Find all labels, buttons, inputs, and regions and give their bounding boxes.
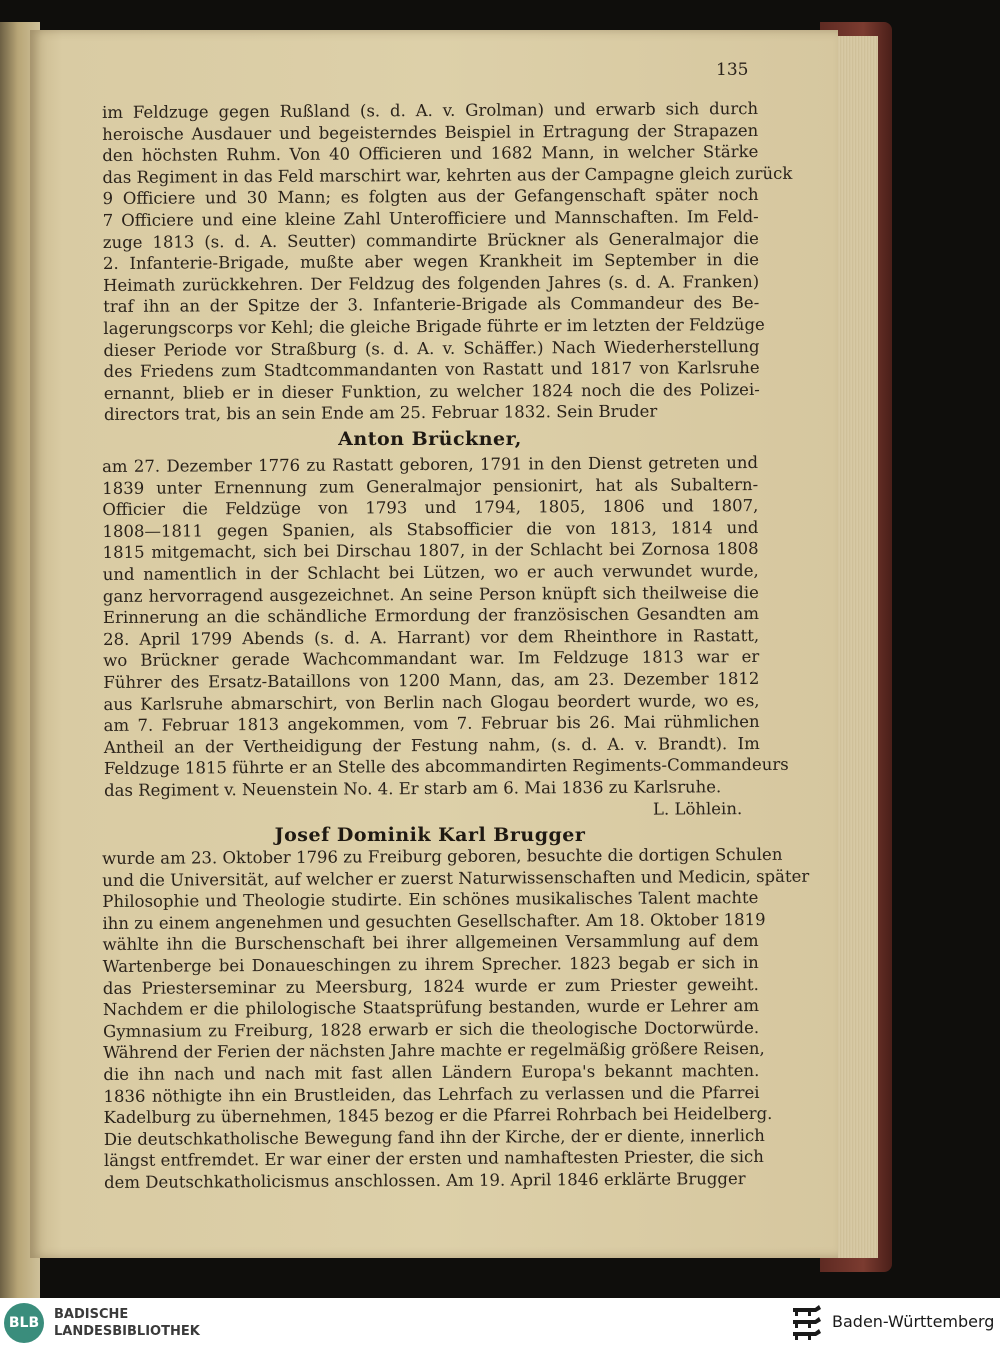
text-line: 1836 nöthigte ihn ein Brustleiden, das Lehrfach zu verlassen und die Pfarrei xyxy=(103,1082,760,1106)
state-name[interactable]: Baden-Württemberg xyxy=(832,1312,995,1331)
text-line: Die deutschkatholische Bewegung fand ihn der Kirche, der er diente, innerlich xyxy=(103,1125,765,1149)
text-line: und die Universität, auf welcher er zuerst Naturwissenschaften und Medicin, später xyxy=(102,866,810,890)
text-line: wurde am 23. Oktober 1796 zu Freiburg geboren, besuchte die dortigen Schulen xyxy=(102,844,783,868)
text-line: den höchsten Ruhm. Von 40 Officieren und 1682 Mann, in welcher Stärke xyxy=(102,142,759,166)
page-number: 135 xyxy=(716,60,749,80)
text-line: directors trat, bis an sein Ende am 25. Februar 1832. Sein Bruder xyxy=(103,401,658,425)
text-line: ihn zu einem angenehmen und gesuchten Gesellschafter. Am 18. Oktober 1819 xyxy=(102,909,766,933)
paragraph-anton-brueckner xyxy=(102,452,789,823)
text-line: die ihn nach und nach mit fast allen Ländern Europa's bekannt machten. xyxy=(103,1060,760,1084)
paragraph-rotated-continuation xyxy=(102,98,793,426)
library-name-line1: BADISCHE xyxy=(54,1307,129,1322)
text-line: dem Deutschkatholicismus anschlossen. Am 19. April 1846 erklärte Brugger xyxy=(103,1168,746,1192)
text-line: Feldzuge 1815 führte er an Stelle des abcommandirten Regiments-Commandeurs xyxy=(103,755,789,779)
text-line: Nachdem er die philologische Staatsprüfung bestanden, wurde er Lehrer am xyxy=(102,996,760,1020)
text-line: wählte ihn die Burschenschaft bei ihrer allgemeinen Versammlung auf dem xyxy=(102,931,759,955)
text-line: Heimath zurückkehren. Der Feldzug des folgenden Jahres (s. d. A. Franken) xyxy=(103,271,760,295)
text-line: das Priesterseminar zu Meersburg, 1824 wurde er zum Priester geweiht. xyxy=(102,974,759,998)
text-line: 1839 unter Ernennung zum Generalmajor pensionirt, hat als Subaltern- xyxy=(102,474,759,498)
text-line: 7 Officiere und eine kleine Zahl Unterofficiere und Mannschaften. Im Feld- xyxy=(102,206,759,230)
baden-wuerttemberg-lions-icon[interactable] xyxy=(790,1303,826,1343)
text-line: lagerungscorps vor Kehl; die gleiche Brigade führte er im letzten der Feldzüge xyxy=(103,314,765,338)
text-line: dieser Periode vor Straßburg (s. d. A. v. Schäffer.) Nach Wiederherstellung xyxy=(103,336,760,360)
entry-heading-josef-brugger: Josef Dominik Karl Brugger xyxy=(274,824,586,846)
text-line: und namentlich in der Schlacht bei Lützen, wo er auch verwundet wurde, xyxy=(102,560,759,584)
text-line: ganz hervorragend ausgezeichnet. An seine Person knüpft sich theilweise die xyxy=(102,582,759,606)
author-signature: L. Löhlein. xyxy=(652,798,743,819)
footer-bar xyxy=(0,1298,1000,1348)
text-line: 28. April 1799 Abends (s. d. A. Harrant) vor dem Rheinthore in Rastatt, xyxy=(103,625,760,649)
text-line: wo Brückner gerade Wachcommandant war. Im Feldzuge 1813 war er xyxy=(103,647,760,671)
text-line: Antheil an der Vertheidigung der Festung nahm, (s. d. A. v. Brandt). Im xyxy=(103,733,760,757)
text-line: des Friedens zum Stadtcommandanten von Rastatt und 1817 von Karlsruhe xyxy=(103,358,760,382)
text-line: 1815 mitgemacht, sich bei Dirschau 1807, in der Schlacht bei Zornosa 1808 xyxy=(102,539,759,563)
text-line: am 27. Dezember 1776 zu Rastatt geboren, 1791 in den Dienst getreten und xyxy=(102,452,759,476)
text-line: ernannt, blieb er in dieser Funktion, zu welcher 1824 noch die des Polizei- xyxy=(103,379,760,403)
library-name-line2: LANDESBIBLIOTHEK xyxy=(54,1324,200,1339)
text-line: Gymnasium zu Freiburg, 1828 erwarb er sich die theologische Doctorwürde. xyxy=(103,1017,760,1041)
page-edges xyxy=(834,36,878,1258)
library-name xyxy=(54,1306,200,1340)
text-line: am 7. Februar 1813 angekommen, vom 7. Februar bis 26. Mai rühmlichen xyxy=(103,712,760,736)
text-line: 9 Officiere und 30 Mann; es folgten aus der Gefangenschaft später noch xyxy=(102,185,759,209)
text-line: Führer des Ersatz-Bataillons von 1200 Mann, das, am 23. Dezember 1812 xyxy=(103,668,760,692)
text-line: Officier die Feldzüge von 1793 und 1794, 1805, 1806 und 1807, xyxy=(102,496,759,520)
text-line: im Feldzuge gegen Rußland (s. d. A. v. Grolman) und erwarb sich durch xyxy=(102,98,759,122)
text-line: Philosophie und Theologie studirte. Ein schönes musikalisches Talent machte xyxy=(102,888,759,912)
book-page xyxy=(30,30,838,1258)
text-line: aus Karlsruhe abmarschirt, von Berlin nach Glogau beordert wurde, wo es, xyxy=(103,690,760,714)
text-line: das Regiment in das Feld marschirt war, kehrten aus der Campagne gleich zurück xyxy=(102,163,793,187)
text-line: das Regiment v. Neuenstein No. 4. Er starb am 6. Mai 1836 zu Karlsruhe. xyxy=(103,777,722,800)
text-line: Während der Ferien der nächsten Jahre machte er regelmäßig größere Reisen, xyxy=(103,1039,765,1063)
entry-heading-anton-brueckner: Anton Brückner, xyxy=(338,428,522,450)
text-line: heroische Ausdauer und begeisterndes Beispiel in Ertragung der Strapazen xyxy=(102,120,759,144)
text-line: 2. Infanterie-Brigade, mußte aber wegen Krankheit im September in die xyxy=(102,250,760,274)
blb-logo-icon[interactable]: BLB xyxy=(4,1303,44,1343)
text-line: zuge 1813 (s. d. A. Seutter) commandirte Brückner als Generalmajor die xyxy=(102,228,759,252)
text-line: traf ihn an der Spitze der 3. Infanterie-Brigade als Commandeur des Be- xyxy=(103,293,760,317)
text-line: längst entfremdet. Er war einer der ersten und namhaftesten Priester, die sich xyxy=(103,1147,764,1171)
text-line: Kadelburg zu übernehmen, 1845 bezog er die Pfarrei Rohrbach bei Heidelberg. xyxy=(103,1104,773,1128)
text-line: Erinnerung an die schändliche Ermordung der französischen Gesandten am xyxy=(102,604,760,628)
text-line: Wartenberge bei Donaueschingen zu ihrem Sprecher. 1823 begab er sich in xyxy=(102,952,759,976)
text-line: 1808—1811 gegen Spanien, als Stabsofficier die von 1813, 1814 und xyxy=(102,517,759,541)
paragraph-josef-brugger xyxy=(102,844,810,1194)
